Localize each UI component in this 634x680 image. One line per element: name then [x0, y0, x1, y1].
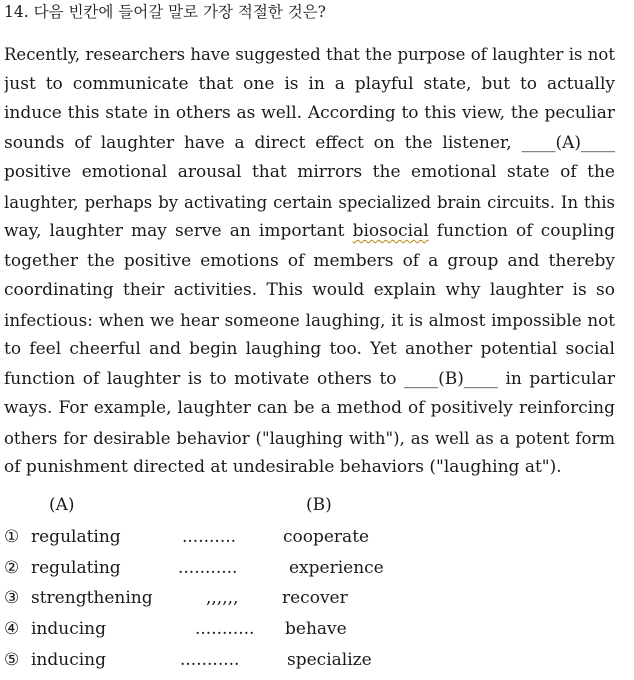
passage-line: positive emotional arousal that mirrors the emotional state of the [4, 162, 615, 182]
passage-line: function of laughter is to motivate others to ____(B)____ in particular [4, 368, 615, 389]
answer-option-3[interactable] [4, 583, 624, 613]
option-dots: ........... [178, 558, 238, 578]
option-number: ④ [4, 619, 20, 639]
option-number: ① [4, 527, 20, 547]
passage-text: way, laughter may serve an important [4, 221, 353, 241]
option-number: ③ [4, 588, 20, 608]
passage-line: sounds of laughter have a direct effect on the listener, ____(A)____ [4, 132, 615, 153]
answer-option-4[interactable] [4, 614, 624, 644]
option-a-text: regulating [31, 558, 121, 578]
passage-line: coordinating their activities. This would explain why laughter is so [4, 280, 615, 300]
passage [4, 40, 615, 483]
answer-option-1[interactable] [4, 522, 624, 552]
question-title: 14. 다음 빈칸에 들어갈 말로 가장 적절한 것은? [4, 3, 326, 21]
passage-line: just to communicate that one is in a playful state, but to actually [4, 73, 615, 94]
passage-line: Recently, researchers have suggested that the purpose of laughter is not [4, 45, 615, 64]
option-dots: ........... [195, 619, 255, 639]
option-b-text: cooperate [283, 527, 370, 547]
options-header-a: (A) [49, 495, 75, 515]
option-b-text: recover [282, 588, 348, 608]
option-dots: ........... [180, 650, 240, 670]
option-number: ⑤ [4, 650, 20, 670]
passage-line: together the positive emotions of members of a group and thereby [4, 250, 615, 271]
passage-text: function of coupling [428, 221, 615, 241]
passage-line: to feel cheerful and begin laughing too. Yet another potential social [4, 339, 615, 359]
passage-line: of punishment directed at undesirable behaviors ("laughing at"). [4, 457, 562, 477]
option-number: ② [4, 558, 20, 578]
answer-option-5[interactable] [4, 645, 624, 675]
option-a-text: regulating [31, 527, 121, 547]
passage-line: ways. For example, laughter can be a method of positively reinforcing [4, 398, 615, 418]
passage-line: others for desirable behavior ("laughing with"), as well as a potent form [4, 428, 615, 448]
answer-option-2[interactable] [4, 553, 624, 583]
passage-line: laughter, perhaps by activating certain specialized brain circuits. In this [4, 192, 615, 212]
passage-line: infectious: when we hear someone laughing, it is almost impossible not [4, 309, 615, 330]
option-a-text: inducing [31, 619, 107, 639]
option-b-text: behave [285, 619, 347, 639]
option-b-text: experience [289, 558, 384, 578]
option-a-text: strengthening [31, 588, 153, 608]
option-b-text: specialize [287, 650, 372, 670]
option-dots: .......... [182, 527, 237, 547]
options-header-b: (B) [306, 495, 332, 515]
option-a-text: inducing [31, 650, 107, 670]
option-dots: ,,,,,, [206, 588, 239, 608]
underlined-word: biosocial [352, 221, 429, 241]
passage-line: induce this state in others as well. According to this view, the peculiar [4, 103, 615, 123]
passage-line [4, 217, 615, 247]
